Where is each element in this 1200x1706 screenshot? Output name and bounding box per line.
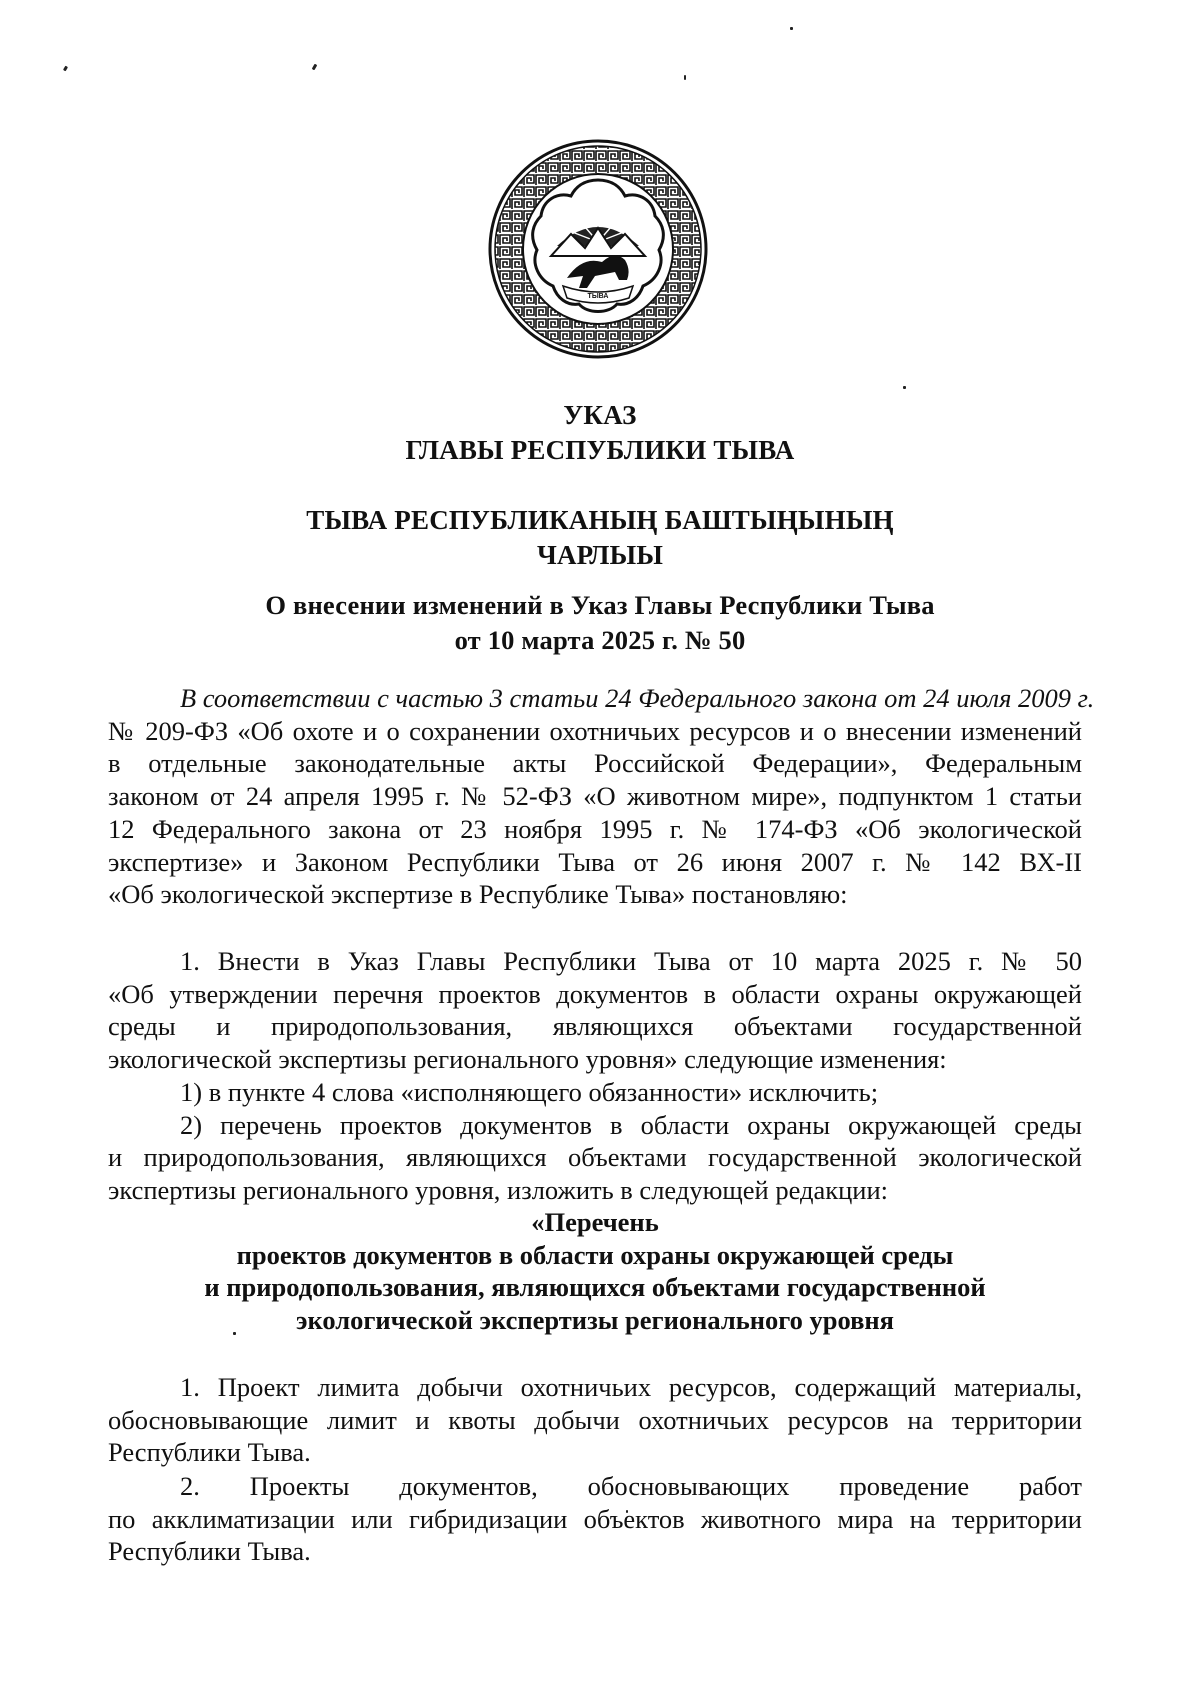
- item-1-line: среды и природопользования, являющихся объектами государственной: [108, 1011, 1082, 1042]
- subitem-1: 1) в пункте 4 слова «исполняющего обязанности» исключить;: [180, 1076, 879, 1107]
- scan-speck: [790, 27, 793, 30]
- subitem-2-line: экспертизы регионального уровня, изложить в следующей редакции:: [108, 1174, 889, 1205]
- item-1-line: «Об утверждении перечня проектов документов в области охраны окружающей: [108, 978, 1082, 1009]
- decree-issuer-line: ГЛАВЫ РЕСПУБЛИКИ ТЫВА: [405, 435, 795, 465]
- decree-subject: [0, 588, 1200, 658]
- preamble-line: «Об экологической экспертизе в Республике Тыва» постановляю:: [108, 879, 848, 910]
- item-1-line: экологической экспертизы регионального уровня» следующие изменения:: [108, 1044, 947, 1075]
- item-1-paragraph: [108, 945, 1082, 1207]
- preamble-line: законом от 24 апреля 1995 г. № 52-ФЗ «О животном мире», подпунктом 1 статьи: [108, 781, 1082, 812]
- list-item-1: [108, 1371, 1082, 1469]
- list-item-line: Республики Тыва.: [108, 1536, 311, 1567]
- decree-title-line: УКАЗ: [563, 400, 637, 430]
- svg-text:ТЫВА: ТЫВА: [587, 293, 609, 300]
- tuvan-title: [0, 503, 1200, 573]
- list-item-line: Республики Тыва.: [108, 1437, 311, 1468]
- tuvan-title-line: ТЫВА РЕСПУБЛИКАНЫҢ БАШТЫҢЫНЫҢ: [306, 505, 894, 535]
- preamble-line: 12 Федерального закона от 23 ноября 1995 г. № 174-ФЗ «Об экологической: [108, 813, 1082, 844]
- list-item-line: 2. Проекты документов, обосновывающих проведение работ: [180, 1471, 1082, 1501]
- list-item-line: обосновывающие лимит и квоты добычи охотничьих ресурсов на территории: [108, 1404, 1082, 1435]
- preamble-line: экспертизе» и Законом Республики Тыва от 26 июня 2007 г. № 142 ВХ-II: [108, 846, 1082, 877]
- preamble-line: В соответствии с частью 3 статьи 24 Федерального закона от 24 июля 2009 г.: [180, 683, 1095, 713]
- decree-subject-line: О внесении изменений в Указ Главы Республики Тыва: [265, 590, 935, 620]
- scan-speck: [903, 386, 906, 389]
- subitem-2-line: 2) перечень проектов документов в области охраны окружающей среды: [180, 1109, 1082, 1140]
- tuva-coat-of-arms-icon: [487, 138, 709, 360]
- preamble-line: в отдельные законодательные акты Российской Федерации», Федеральным: [108, 748, 1082, 779]
- scan-speck: [312, 64, 318, 71]
- decree-title: [0, 398, 1200, 468]
- list-heading-line: экологической экспертизы регионального уровня: [296, 1304, 894, 1335]
- scan-speck: [63, 66, 68, 72]
- list-heading-line: и природопользования, являющихся объектами государственной: [204, 1272, 986, 1302]
- list-item-2: [108, 1470, 1082, 1568]
- list-heading: [108, 1206, 1082, 1336]
- tuvan-title-line: ЧАРЛЫЫ: [536, 540, 664, 570]
- list-item-line: 1. Проект лимита добычи охотничьих ресурсов, содержащий материалы,: [180, 1372, 1082, 1402]
- preamble-line: № 209-ФЗ «Об охоте и о сохранении охотничьих ресурсов и о внесении изменений: [108, 715, 1082, 746]
- decree-subject-line: от 10 марта 2025 г. № 50: [454, 625, 746, 655]
- preamble-paragraph: [108, 682, 1095, 911]
- list-heading-line: проектов документов в области охраны окружающей среды: [236, 1239, 954, 1270]
- list-heading-line: «Перечень: [531, 1207, 659, 1237]
- item-1-line: 1. Внести в Указ Главы Республики Тыва от 10 марта 2025 г. № 50: [180, 946, 1082, 976]
- list-item-line: по акклиматизации или гибридизации объектов животного мира на территории: [108, 1503, 1082, 1534]
- subitem-2-line: и природопользования, являющихся объектами государственной экологической: [108, 1142, 1082, 1173]
- scan-speck: [684, 75, 686, 80]
